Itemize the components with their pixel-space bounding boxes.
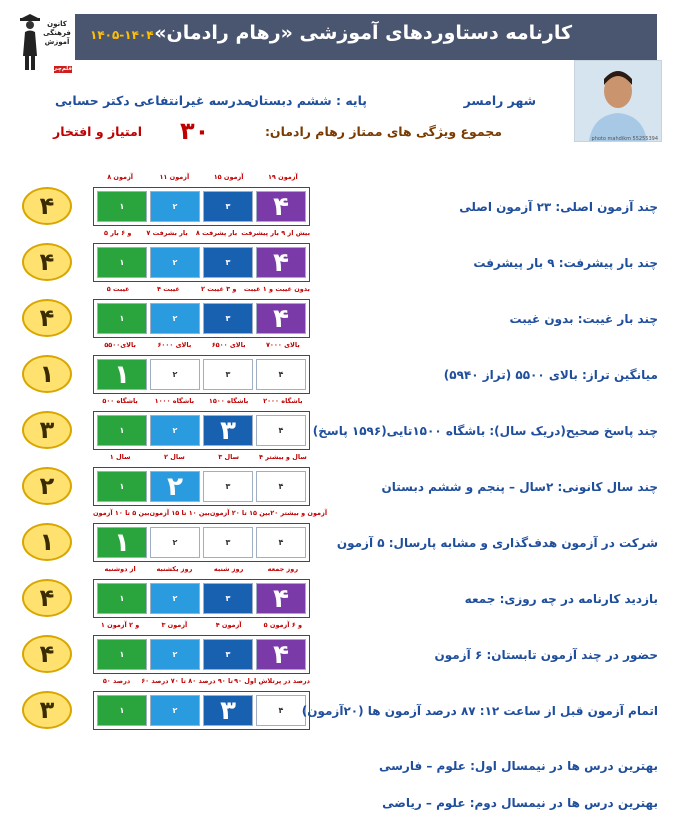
level-label: ۵۰ درصد — [102, 677, 131, 685]
level-cell: ۱ — [97, 471, 147, 502]
criteria-labels — [93, 509, 328, 517]
level-label: باشگاه ۲۰۰۰ — [263, 397, 303, 405]
level-cell: ۱ — [97, 191, 147, 222]
level-label: باشگاه ۵۰۰ — [102, 397, 138, 405]
level-cell: ۲ — [150, 247, 200, 278]
level-cell: ۳ — [203, 191, 253, 222]
level-strip — [93, 523, 310, 562]
level-cell: ۲ — [150, 471, 200, 502]
criteria-question: بازدید کارنامه در چه روزی: جمعه — [464, 592, 658, 606]
criteria-labels — [93, 285, 310, 293]
city: شهر رامسر — [463, 93, 536, 108]
level-label: ۲۰ آزمون و بیشتر — [270, 509, 328, 517]
level-cell: ۴ — [256, 583, 306, 614]
level-cell: ۴ — [256, 695, 306, 726]
person-icon — [575, 61, 661, 141]
logo — [20, 12, 74, 82]
criteria-question: اتمام آزمون قبل از ساعت ۱۲: ۸۷ درصد آزمون ها (۲۰آزمون) — [301, 704, 658, 718]
level-cell: ۴ — [256, 471, 306, 502]
level-cell: ۱ — [97, 639, 147, 670]
logo-brand: قلم‌چی — [52, 66, 72, 72]
level-label: ۵ و ۶ بار — [104, 229, 132, 237]
level-cell: ۳ — [203, 247, 253, 278]
level-cell: ۲ — [150, 303, 200, 334]
level-cell: ۳ — [203, 359, 253, 390]
level-label: بدون غیبت و ۱ غیبت — [243, 285, 310, 293]
level-strip — [93, 355, 310, 394]
criteria-labels — [93, 677, 310, 685]
level-cell: ۳ — [203, 583, 253, 614]
student-photo — [574, 60, 662, 142]
level-cell: ۲ — [150, 415, 200, 446]
level-label: بین ۱۰ تا ۱۵ آزمون — [149, 509, 210, 517]
level-strip — [93, 299, 310, 338]
level-label: بالای ۷۰۰۰ — [265, 341, 300, 349]
level-cell: ۴ — [256, 415, 306, 446]
level-label: ۱ و ۲ آزمون — [100, 621, 140, 629]
level-label: بین ۱۵ تا ۲۰ آزمون — [209, 509, 271, 517]
school: مدرسه غیرانتفاعی دکتر حسابی — [55, 93, 251, 108]
features-sum-label: مجموع ویژگی های ممتاز رهام رادمان: — [264, 124, 502, 139]
level-label: ۸ بار پشرفت — [195, 229, 238, 237]
level-cell: ۲ — [150, 695, 200, 726]
level-strip — [93, 635, 310, 674]
level-cell: ۱ — [97, 415, 147, 446]
grade: پایه : ششم دبستان — [248, 93, 367, 108]
criteria-labels — [93, 621, 310, 629]
level-label: ۸۰ تا ۹۰ درصد — [188, 677, 233, 685]
level-cell: ۲ — [150, 639, 200, 670]
page-title: کارنامه دستاوردهای آموزشی «رهام رادمان» — [154, 22, 572, 44]
criteria-labels — [93, 453, 310, 461]
level-label: بالای۵۵۰۰ — [104, 341, 136, 349]
level-label: باشگاه ۱۵۰۰ — [208, 397, 249, 405]
level-cell: ۳ — [203, 527, 253, 558]
criteria-labels — [93, 397, 310, 405]
level-cell: ۱ — [97, 247, 147, 278]
level-label: ۳ آزمون — [161, 621, 188, 629]
level-label: ۱۱ آزمون — [159, 173, 190, 181]
level-label: باشگاه ۱۰۰۰ — [154, 397, 195, 405]
best-subjects-term1: بهترین درس ها در نیمسال اول: علوم – فارسی — [378, 759, 658, 773]
score-label: امتیاز و افتخار — [53, 124, 143, 139]
criteria-question: میانگین تراز: بالای ۵۵۰۰ (تراز ۵۹۴۰) — [443, 368, 658, 382]
criteria-question: چند بار پیشرفت: ۹ بار پیشرفت — [473, 256, 658, 270]
criteria-question: چند آزمون اصلی: ۲۳ آزمون اصلی — [459, 200, 658, 214]
level-strip — [93, 187, 310, 226]
level-label: بالای ۶۰۰۰ — [157, 341, 192, 349]
criteria-labels — [93, 229, 310, 237]
level-label: بین ۵ تا ۱۰ آزمون — [93, 509, 150, 517]
level-strip — [93, 467, 310, 506]
level-label: از دوشنبه — [104, 565, 136, 573]
total-score: ۳۰ — [180, 117, 210, 145]
level-label: ۵ و ۶ آزمون — [263, 621, 303, 629]
score-badge: ۴ — [22, 243, 72, 281]
level-label: ۲ سال — [164, 453, 185, 461]
level-label: روز شنبه — [213, 565, 244, 573]
level-cell: ۱ — [97, 695, 147, 726]
level-cell: ۳ — [203, 415, 253, 446]
score-badge: ۳ — [22, 691, 72, 729]
level-strip — [93, 691, 310, 730]
level-label: بیش از ۹ بار پیشرفت — [241, 229, 311, 237]
level-cell: ۱ — [97, 527, 147, 558]
score-badge: ۴ — [22, 635, 72, 673]
level-strip — [93, 411, 310, 450]
criteria-question: چند بار غیبت: بدون غیبت — [509, 312, 658, 326]
level-label: ۴ آزمون — [215, 621, 242, 629]
level-label: ۱۹ آزمون — [267, 173, 298, 181]
academic-year: ۱۴۰۵-۱۴۰۴ — [90, 28, 154, 42]
score-badge: ۴ — [22, 187, 72, 225]
level-label: ۳ سال — [218, 453, 239, 461]
criteria-labels — [93, 173, 310, 181]
level-label: ۸ آزمون — [107, 173, 134, 181]
level-cell: ۳ — [203, 695, 253, 726]
level-cell: ۳ — [203, 639, 253, 670]
criteria-labels — [93, 565, 310, 573]
score-badge: ۴ — [22, 299, 72, 337]
level-cell: ۳ — [203, 303, 253, 334]
level-label: ۴ سال و بیشتر — [259, 453, 307, 461]
level-cell: ۲ — [150, 191, 200, 222]
level-label: ۶۰ تا ۷۰ درصد — [141, 677, 186, 685]
logo-text: کانون فرهنگی آموزش — [43, 20, 71, 46]
level-cell: ۲ — [150, 359, 200, 390]
level-cell: ۳ — [203, 471, 253, 502]
level-strip — [93, 579, 310, 618]
level-label: ۱۵ آزمون — [213, 173, 244, 181]
level-label: ۴ غیبت — [157, 285, 180, 293]
score-badge: ۲ — [22, 467, 72, 505]
level-cell: ۴ — [256, 303, 306, 334]
level-cell: ۴ — [256, 359, 306, 390]
level-cell: ۲ — [150, 527, 200, 558]
criteria-question: حضور در چند آزمون تابستان: ۶ آزمون — [434, 648, 658, 662]
level-label: ۷ بار بشرفت — [146, 229, 188, 237]
score-badge: ۳ — [22, 411, 72, 449]
level-label: ۵ غیبت — [106, 285, 130, 293]
level-cell: ۴ — [256, 247, 306, 278]
level-cell: ۱ — [97, 303, 147, 334]
score-badge: ۱ — [22, 355, 72, 393]
level-label: روز جمعه — [267, 565, 299, 573]
best-subjects-term2: بهترین درس ها در نیمسال دوم: علوم – ریاضی — [382, 796, 658, 810]
level-cell: ۴ — [256, 191, 306, 222]
photo-caption: photo mahdikm 55255394 — [591, 136, 658, 142]
level-label: ۲ و ۳ غیبت — [201, 285, 237, 293]
level-label: ۱ سال — [109, 453, 131, 461]
criteria-question: شرکت در آزمون هدف‌گذاری و مشابه پارسال: ۵ آزمون — [336, 536, 658, 550]
level-label: روز یکشنبه — [156, 565, 193, 573]
level-label: بالای ۶۵۰۰ — [211, 341, 246, 349]
level-cell: ۱ — [97, 359, 147, 390]
level-cell: ۲ — [150, 583, 200, 614]
criteria-labels — [93, 341, 310, 349]
level-strip — [93, 243, 310, 282]
level-cell: ۴ — [256, 527, 306, 558]
level-label: ۹۰ درصد در پرتلاش اول — [234, 677, 311, 685]
criteria-question: چند سال کانونی: ۲سال – پنجم و ششم دبستان — [381, 480, 658, 494]
level-cell: ۱ — [97, 583, 147, 614]
criteria-question: چند پاسخ صحیح(دریک سال): باشگاه ۱۵۰۰تایی(۱۵۹۶ پاسخ) — [312, 424, 658, 438]
level-cell: ۴ — [256, 639, 306, 670]
score-badge: ۱ — [22, 523, 72, 561]
score-badge: ۴ — [22, 579, 72, 617]
